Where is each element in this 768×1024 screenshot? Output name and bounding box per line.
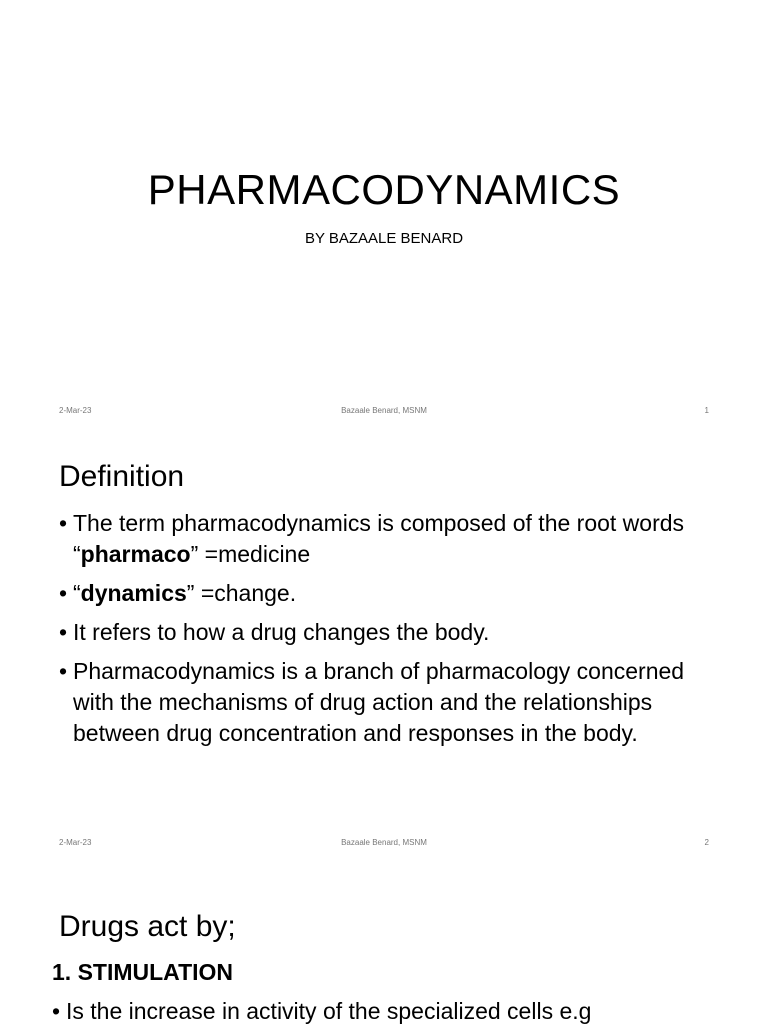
footer-page-number: 2 [704,838,709,847]
bullet-text: ” =change. [186,580,297,606]
slide-1 [0,0,768,432]
bullet-text: ” =medicine [190,541,311,567]
footer-page-number: 1 [704,406,709,415]
slide-footer [0,838,768,852]
footer-date: 2-Mar-23 [59,838,92,847]
bullet-item [59,656,719,749]
bullet-item [59,617,719,648]
slide-footer [0,406,768,420]
bullet-dot: • [59,658,68,684]
slide-2 [0,432,768,864]
slide-subtitle: BY BAZAALE BENARD [304,230,464,247]
bold-term: pharmaco [80,541,191,567]
bullet-text: It refers to how a drug changes the body. [73,619,490,645]
bullet-dot: • [59,580,68,606]
bullet-dot: • [59,619,68,645]
slide-3 [0,864,768,1024]
bullet-text: The term pharmacodynamics is composed of the root words “ [73,510,685,567]
bullet-text: “ [73,580,81,606]
slide-heading: Drugs act by; [59,910,236,943]
bullet-list [52,996,752,1024]
bullet-list [59,508,719,757]
slide-heading: Definition [59,460,185,493]
bullet-dot: • [59,510,68,536]
bullet-text: Pharmacodynamics is a branch of pharmacology concerned with the mechanisms of drug action and the relationships between drug concentration and responses in the body. [73,658,685,746]
slide-title: PHARMACODYNAMICS [147,166,621,213]
bullet-item [59,578,719,609]
bold-term: dynamics [80,580,187,606]
bullet-text: Is the increase in activity of the specialized cells e.g [66,998,592,1024]
bullet-item [52,996,752,1024]
section-label: 1. STIMULATION [52,959,234,985]
bullet-item [59,508,719,570]
bullet-dot: • [52,998,61,1024]
footer-date: 2-Mar-23 [59,406,92,415]
footer-author: Bazaale Benard, MSNM [341,406,427,415]
footer-author: Bazaale Benard, MSNM [341,838,427,847]
